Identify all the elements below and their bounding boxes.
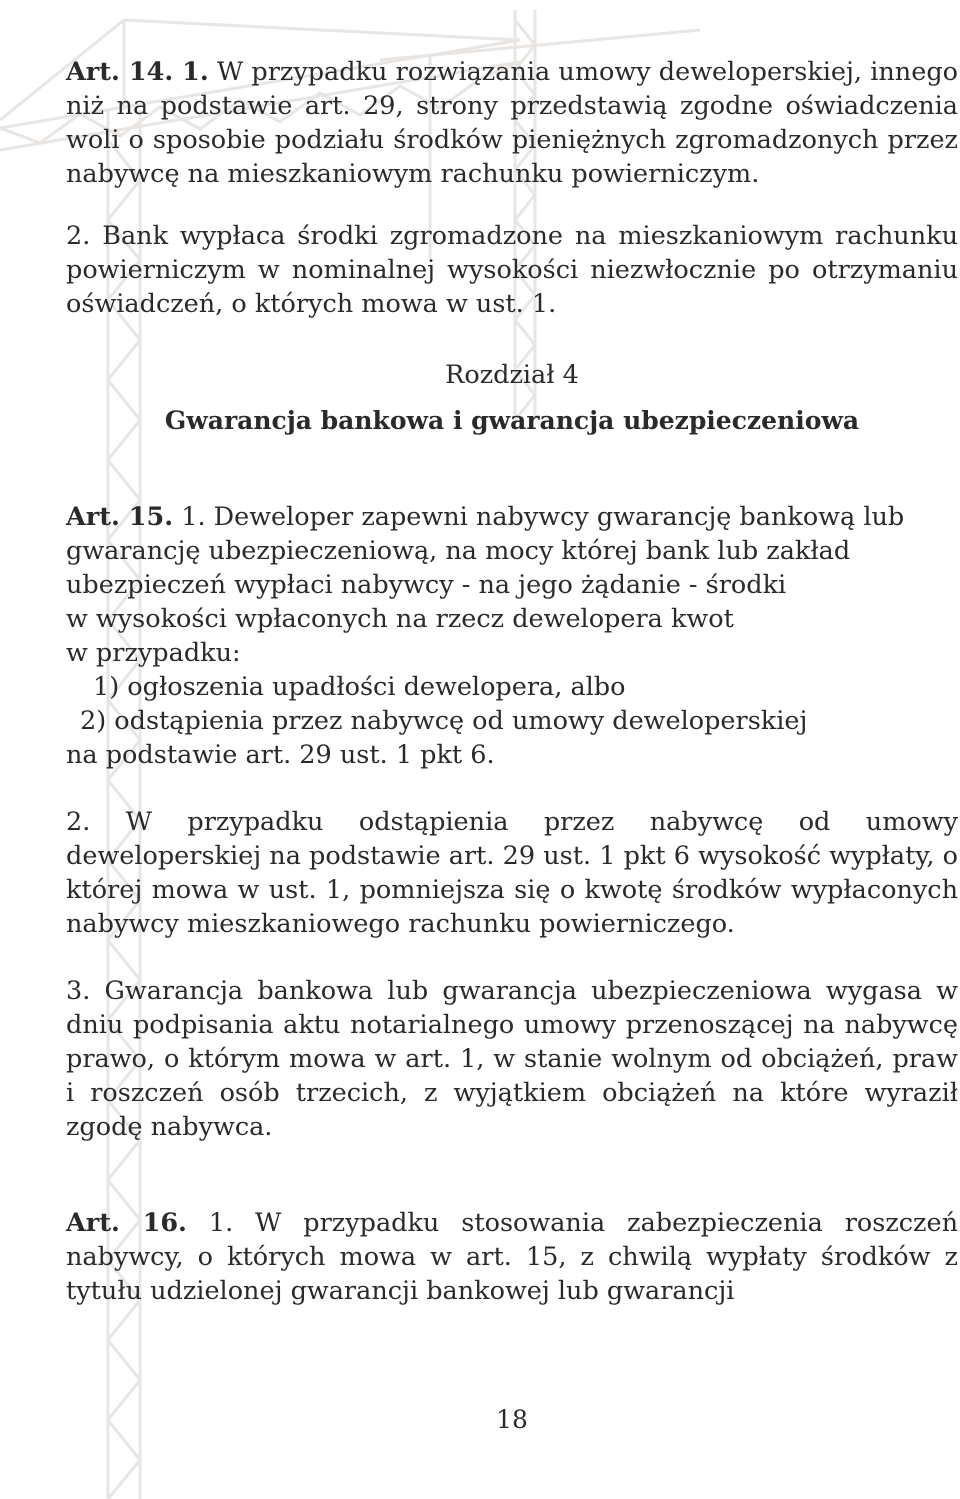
art16-paragraph-1 <box>66 1206 958 1308</box>
art14-paragraph-2: 2. Bank wypłaca środki zgromadzone na mieszkaniowym rachunku powierniczym w nominalnej wysokości niezwłocznie po otrzymaniu oświadczeń, o których mowa w ust. 1. <box>66 221 958 319</box>
art15-list-item-2: 2) odstąpienia przez nabywcę od umowy deweloperskiej <box>80 706 808 736</box>
chapter-label: Rozdział 4 <box>445 360 579 390</box>
art15-paragraph-2: 2. W przypadku odstąpienia przez nabywcę od umowy deweloperskiej na podstawie art. 29 ust. 1 pkt 6 wysokość wypłaty, o której mowa w ust. 1, pomniejsza się o kwotę środków wypłaconych nabywcy mieszkaniowego rachunku powierniczego. <box>66 807 958 939</box>
art15-list-item-1: 1) ogłoszenia upadłości dewelopera, albo <box>93 672 626 702</box>
art15-line-3: ubezpieczeń wypłaci nabywcy - na jego żądanie - środki <box>66 570 787 600</box>
art15-list-item-2-continued: na podstawie art. 29 ust. 1 pkt 6. <box>66 740 495 770</box>
chapter-title: Gwarancja bankowa i gwarancja ubezpieczeniowa <box>164 406 860 435</box>
art15-line-2: gwarancję ubezpieczeniową, na mocy której bank lub zakład <box>66 536 851 566</box>
art15-paragraph-3: 3. Gwarancja bankowa lub gwarancja ubezpieczeniowa wygasa w dniu podpisania aktu notarialnego umowy przenoszącej na nabywcę prawo, o którym mowa w art. 1, w stanie wolnym od obciążeń, praw i roszczeń osób trzecich, z wyjątkiem obciążeń na które wyraził zgodę nabywca. <box>66 976 958 1142</box>
art15-line-4: w wysokości wpłaconych na rzecz dewelopera kwot <box>66 604 734 634</box>
art14-number: Art. 14. 1. <box>66 57 209 87</box>
art14-text-1: W przypadku rozwiązania umowy deweloperskiej, innego niż na podstawie art. 29, strony przedstawią zgodne oświadczenia woli o sposobie podziału środków pieniężnych zgromadzonych przez nabywcę na mieszkaniowym rachunku powierniczym. <box>66 57 958 189</box>
document-page <box>66 55 958 1308</box>
art14-paragraph-1 <box>66 55 958 191</box>
art16-number: Art. 16. <box>66 1208 187 1238</box>
art15-line-1: 1. Deweloper zapewni nabywcy gwarancję bankową lub <box>181 502 905 532</box>
art15-number: Art. 15. <box>66 502 174 532</box>
art16-text-1: 1. W przypadku stosowania zabezpieczenia roszczeń nabywcy, o których mowa w art. 15, z chwilą wypłaty środków z tytułu udzielonej gwarancji bankowej lub gwarancji <box>66 1208 958 1306</box>
art15-paragraph-1 <box>66 500 958 670</box>
art15-line-5: w przypadku: <box>66 638 241 668</box>
page-number: 18 <box>496 1405 528 1434</box>
